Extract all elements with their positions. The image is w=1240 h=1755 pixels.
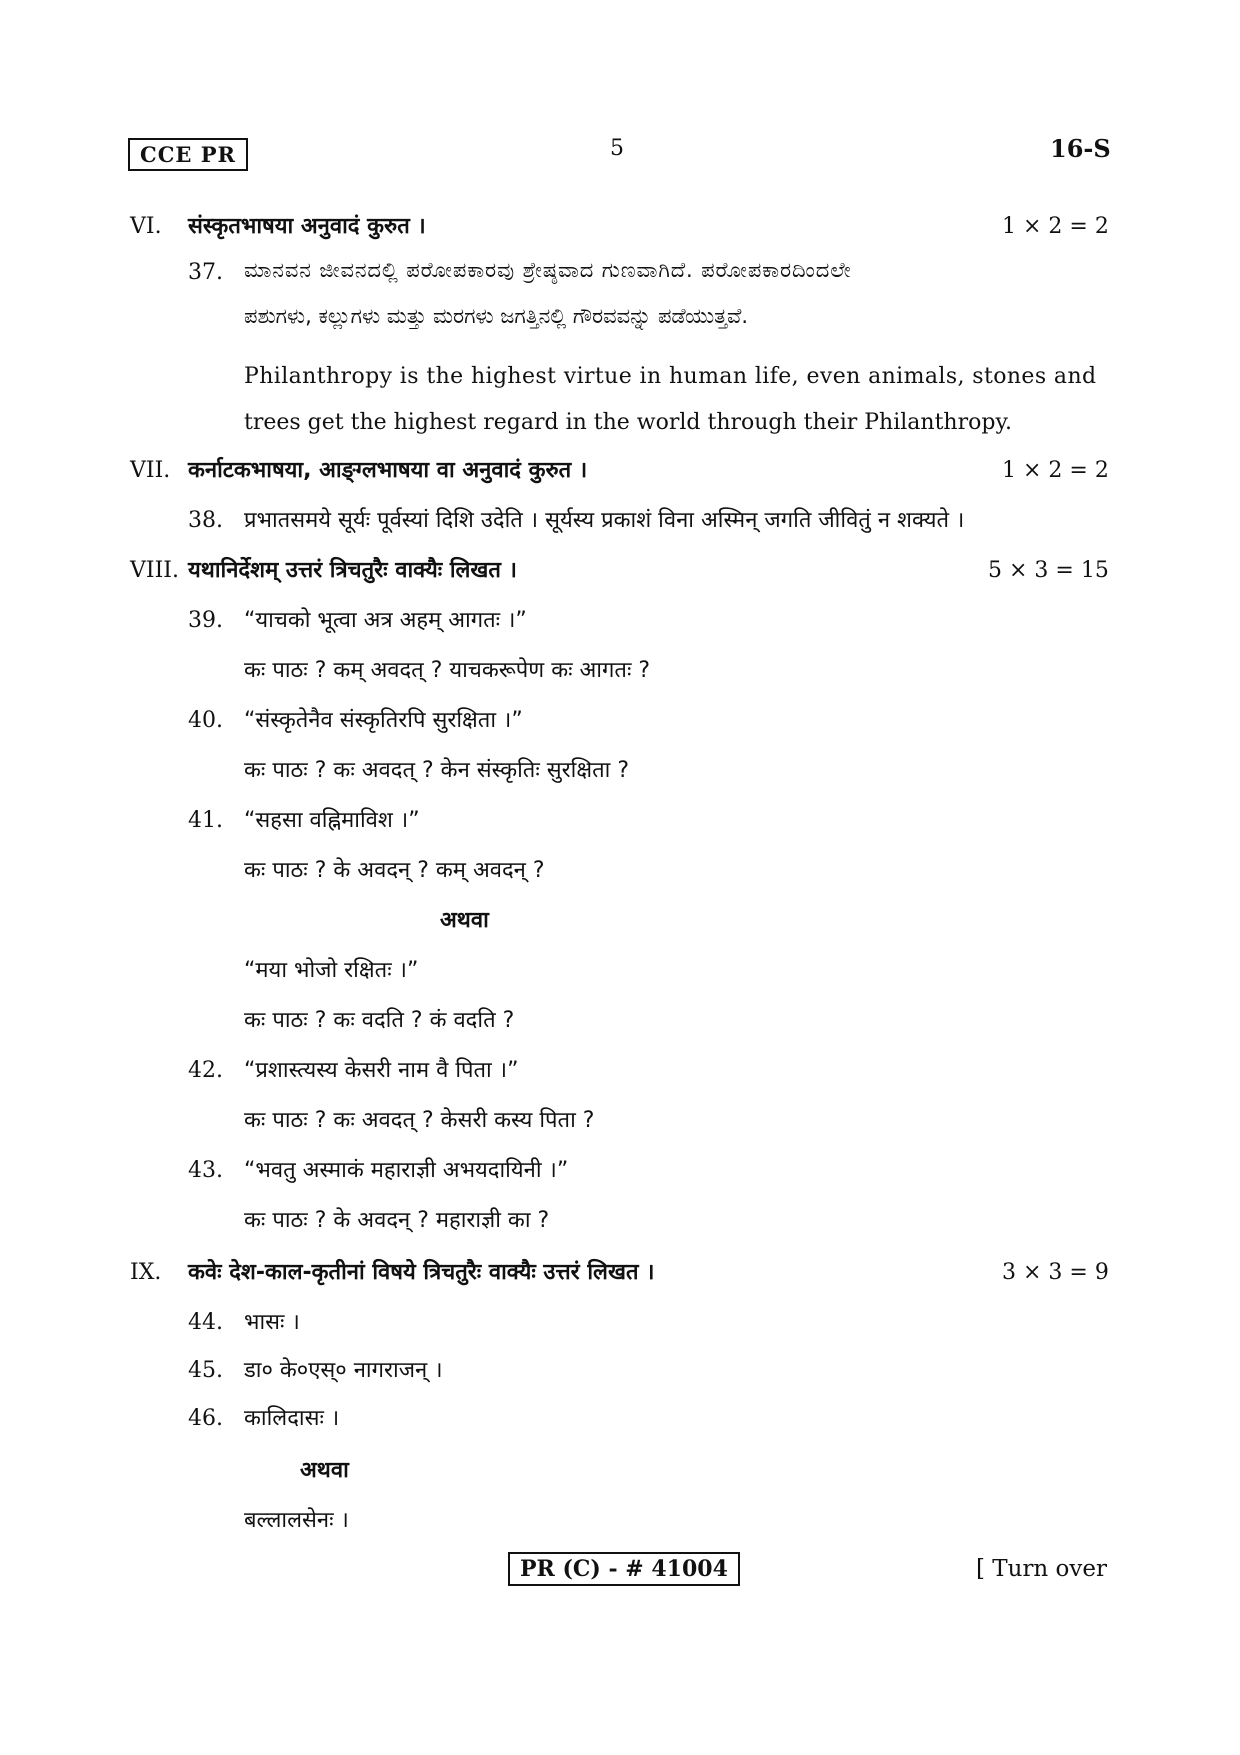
or-label-2: अथवा	[300, 1458, 349, 1483]
q40-sub: कः पाठः ? कः अवदत् ? केन संस्कृतिः सुरक्षिता ?	[244, 758, 630, 783]
q44-number: 44.	[188, 1310, 223, 1335]
q37-kannada-line2: ಪಶುಗಳು, ಕಲ್ಲುಗಳು ಮತ್ತು ಮರಗಳು ಜಗತ್ತಿನಲ್ಲಿ ಗೌರವವನ್ನು ಪಡೆಯುತ್ತವೆ.	[244, 304, 749, 328]
q37-number: 37.	[188, 260, 223, 285]
section-ix-instruction: कवेः देश-काल-कृतीनां विषये त्रिचतुरैः वाक्यैः उत्तरं लिखत ।	[188, 1260, 655, 1285]
q39-sub: कः पाठः ? कम् अवदत् ? याचकरूपेण कः आगतः ?	[244, 658, 651, 683]
q38-text: प्रभातसमये सूर्यः पूर्वस्यां दिशि उदेति । सूर्यस्य प्रकाशं विना अस्मिन् जगति जीवितुं न शक्यते ।	[244, 508, 965, 533]
section-viii-roman: VIII.	[130, 558, 179, 583]
q44-text: भासः ।	[244, 1310, 300, 1335]
q37-english-line2: trees get the highest regard in the world through their Philanthropy.	[244, 410, 1012, 435]
footer-code-box: PR (C) - # 41004	[508, 1552, 740, 1586]
q40-number: 40.	[188, 708, 223, 733]
q40-quote: “संस्कृतेनैव संस्कृतिरपि सुरक्षिता ।”	[244, 708, 523, 733]
q45-number: 45.	[188, 1358, 223, 1383]
section-ix-roman: IX.	[130, 1260, 162, 1285]
section-vi-roman: VI.	[130, 214, 162, 239]
q41-sub: कः पाठः ? के अवदन् ? कम् अवदन् ?	[244, 858, 545, 883]
q41-quote: “सहसा वह्निमाविश ।”	[244, 808, 420, 833]
q43-sub: कः पाठः ? के अवदन् ? महाराज्ञी का ?	[244, 1208, 550, 1233]
q43-number: 43.	[188, 1158, 223, 1183]
turn-over-label: [ Turn over	[976, 1556, 1108, 1582]
section-vii-instruction: कर्नाटकभाषया, आङ्ग्लभाषया वा अनुवादं कुरुत ।	[188, 458, 588, 483]
section-vi-instruction: संस्कृतभाषया अनुवादं कुरुत ।	[188, 214, 426, 239]
q39-quote: “याचको भूत्वा अत्र अहम् आगतः ।”	[244, 608, 527, 633]
q39-number: 39.	[188, 608, 223, 633]
q42-number: 42.	[188, 1058, 223, 1083]
q42-sub: कः पाठः ? कः अवदत् ? केसरी कस्य पिता ?	[244, 1108, 595, 1133]
q42-quote: “प्रशास्त्यस्य केसरी नाम वै पिता ।”	[244, 1058, 519, 1083]
paper-code-box: CCE PR	[128, 138, 248, 171]
q46-alt-text: बल्लालसेनः ।	[244, 1508, 349, 1533]
section-vi-marks: 1 × 2 = 2	[1002, 214, 1109, 239]
section-viii-instruction: यथानिर्देशम् उत्तरं त्रिचतुरैः वाक्यैः लिखत ।	[188, 558, 517, 583]
q41-alt-quote: “मया भोजो रक्षितः ।”	[244, 958, 419, 983]
q41-alt-sub: कः पाठः ? कः वदति ? कं वदति ?	[244, 1008, 515, 1033]
section-vii-roman: VII.	[130, 458, 171, 483]
page-number: 5	[610, 136, 624, 161]
q45-text: डा० के०एस्० नागराजन् ।	[244, 1358, 443, 1383]
section-vii-marks: 1 × 2 = 2	[1002, 458, 1109, 483]
q46-number: 46.	[188, 1406, 223, 1431]
q41-number: 41.	[188, 808, 223, 833]
q38-number: 38.	[188, 508, 223, 533]
q37-english-line1: Philanthropy is the highest virtue in human life, even animals, stones and	[244, 364, 1097, 389]
q37-kannada-line1: ಮಾನವನ ಜೀವನದಲ್ಲಿ ಪರೋಪಕಾರವು ಶ್ರೇಷ್ಠವಾದ ಗುಣವಾಗಿದೆ. ಪರೋಪಕಾರದಿಂದಲೇ	[244, 258, 852, 282]
subject-code: 16-S	[1050, 134, 1111, 163]
q46-text: कालिदासः ।	[244, 1406, 340, 1431]
q43-quote: “भवतु अस्माकं महाराज्ञी अभयदायिनी ।”	[244, 1158, 569, 1183]
or-label-1: अथवा	[440, 908, 489, 933]
section-viii-marks: 5 × 3 = 15	[988, 558, 1109, 583]
section-ix-marks: 3 × 3 = 9	[1002, 1260, 1109, 1285]
